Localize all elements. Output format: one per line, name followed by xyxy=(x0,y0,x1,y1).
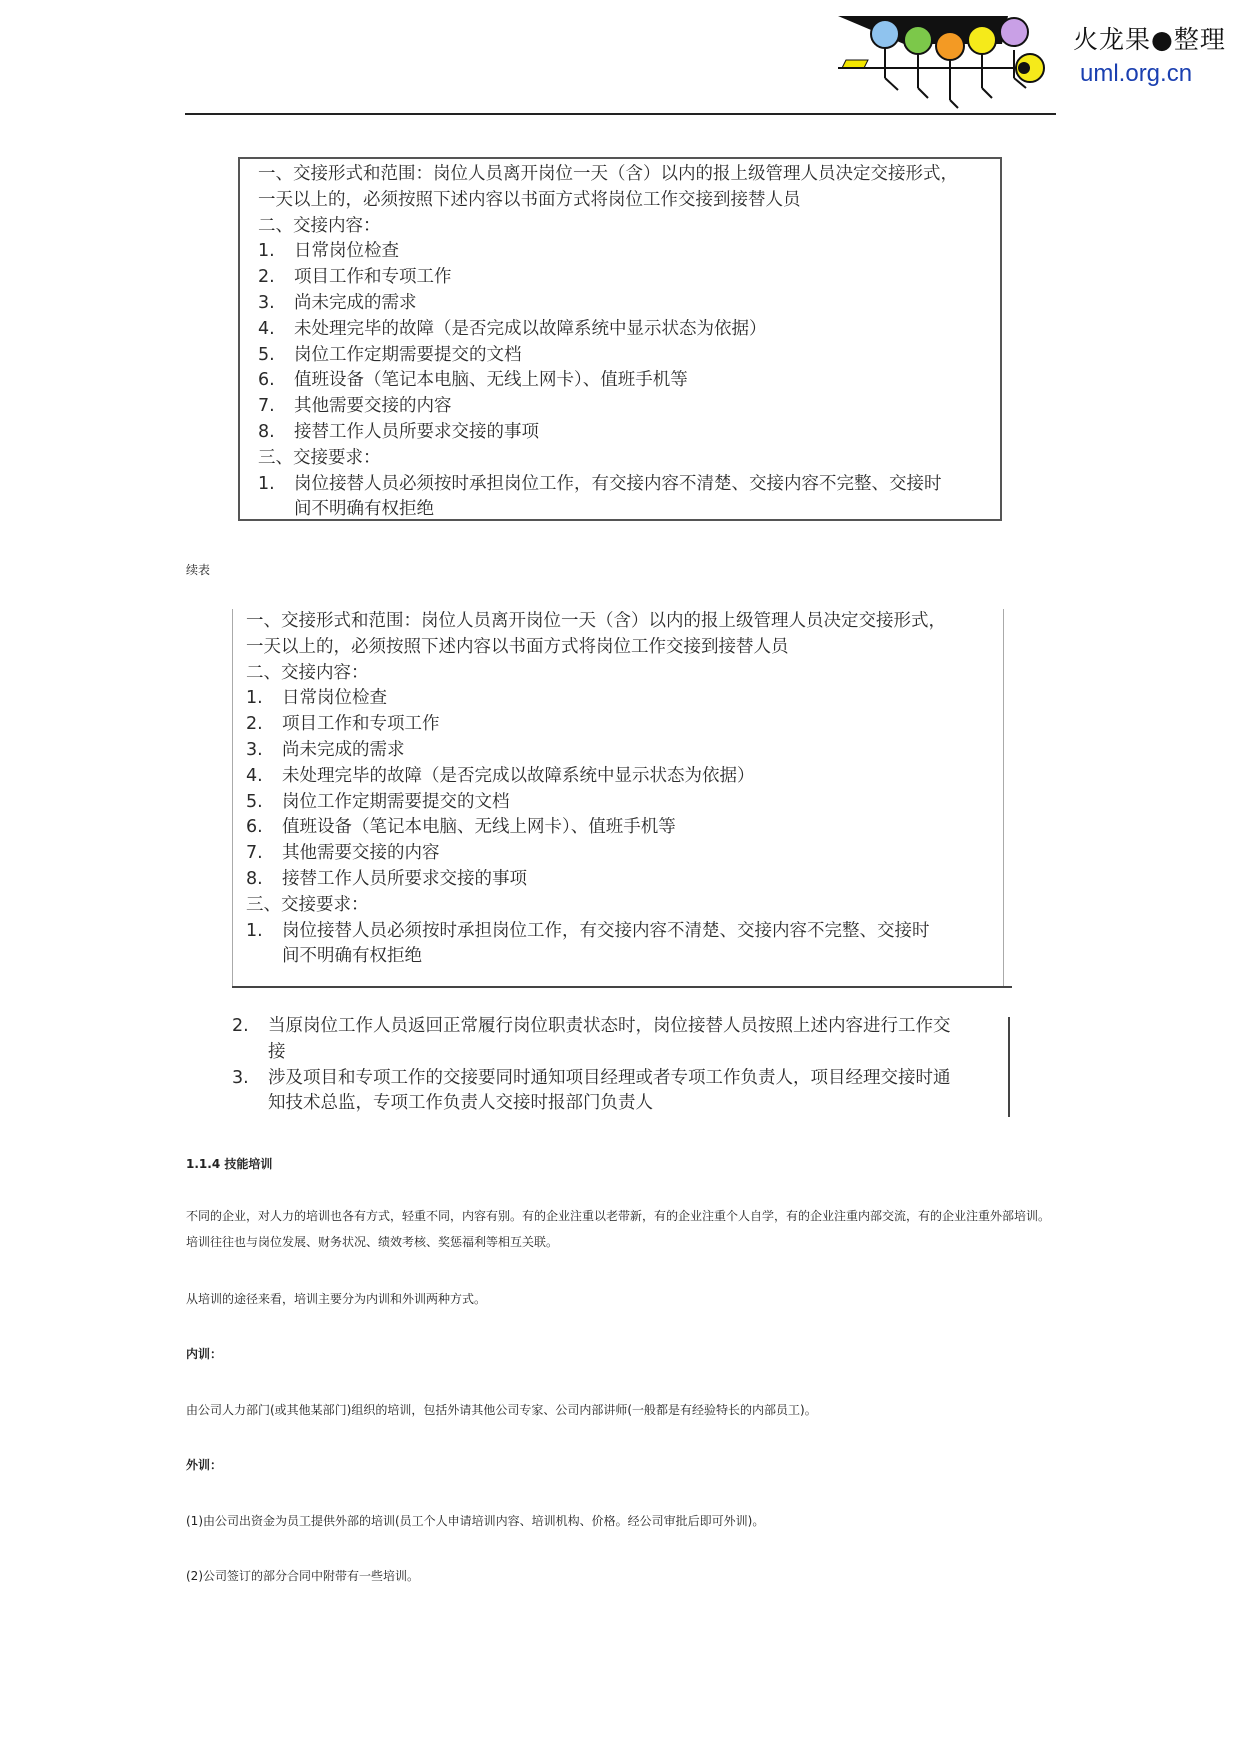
row-number: 1. xyxy=(258,241,275,262)
table-row xyxy=(258,162,1000,188)
row-text: 接 xyxy=(268,1041,286,1062)
row-text: 未处理完毕的故障（是否完成以故障系统中显示状态为依据） xyxy=(294,318,767,339)
row-text: 岗位工作定期需要提交的文档 xyxy=(294,344,522,365)
row-number: 2. xyxy=(232,1016,249,1036)
table-row xyxy=(258,394,1000,420)
row-number: 2. xyxy=(246,714,263,735)
row-text: 一天以上的，必须按照下述内容以书面方式将岗位工作交接到接替人员 xyxy=(258,189,801,210)
row-text: 二、交接内容： xyxy=(258,215,381,236)
row-text: 尚未完成的需求 xyxy=(294,292,417,313)
table-row xyxy=(258,446,1000,472)
row-number: 6. xyxy=(246,817,263,838)
table-row xyxy=(258,188,1000,214)
table-row xyxy=(258,214,1000,240)
table-row xyxy=(258,291,1000,317)
row-text: 一天以上的，必须按照下述内容以书面方式将岗位工作交接到接替人员 xyxy=(246,636,789,657)
table-row xyxy=(246,815,1026,841)
row-number: 1. xyxy=(246,920,263,941)
row-text: 接替工作人员所要求交接的事项 xyxy=(294,421,539,442)
row-number: 1. xyxy=(246,688,263,709)
table-row xyxy=(232,1040,1012,1066)
external-training-label: 外训： xyxy=(186,1458,223,1472)
row-text: 值班设备（笔记本电脑、无线上网卡）、值班手机等 xyxy=(294,370,688,391)
table-row xyxy=(246,712,1026,738)
paragraph: 不同的企业，对人力的培训也各有方式，轻重不同，内容有别。有的企业注重以老带新，有的企业注重个人自学，有的企业注重内部交流，有的企业注重外部培训。培训往往也与岗位发展、财务状况、绩效考核、奖惩福利等相互关联。 xyxy=(186,1209,1051,1249)
row-text: 一、交接形式和范围：岗位人员离开岗位一天（含）以内的报上级管理人员决定交接形式， xyxy=(246,611,946,631)
row-text: 项目工作和专项工作 xyxy=(282,714,440,735)
handover-table-extra-rows-image xyxy=(232,1014,1012,1117)
row-number: 3. xyxy=(258,292,275,313)
row-text: 一、交接形式和范围：岗位人员离开岗位一天（含）以内的报上级管理人员决定交接形式， xyxy=(258,164,958,184)
table-row xyxy=(246,790,1026,816)
row-text: 间不明确有权拒绝 xyxy=(294,499,434,520)
section-heading: 1.1.4 技能培训 xyxy=(186,1157,273,1171)
table-row xyxy=(246,635,1026,661)
row-number: 6. xyxy=(258,370,275,391)
row-text: 涉及项目和专项工作的交接要同时通知项目经理或者专项工作负责人，项目经理交接时通 xyxy=(268,1067,951,1088)
table-border-bottom xyxy=(232,986,1012,988)
row-number: 5. xyxy=(246,791,263,812)
row-text: 日常岗位检查 xyxy=(282,688,387,709)
row-number: 8. xyxy=(246,868,263,889)
row-text: 尚未完成的需求 xyxy=(282,739,405,760)
table-row xyxy=(246,609,1026,635)
row-text: 值班设备（笔记本电脑、无线上网卡）、值班手机等 xyxy=(282,817,676,838)
row-text: 岗位接替人员必须按时承担岗位工作，有交接内容不清楚、交接内容不完整、交接时 xyxy=(294,473,942,494)
row-number: 3. xyxy=(232,1067,249,1088)
table-row xyxy=(232,1091,1012,1117)
header-rule xyxy=(185,113,1056,115)
row-text: 接替工作人员所要求交接的事项 xyxy=(282,868,527,889)
row-number: 1. xyxy=(258,473,275,494)
table-row xyxy=(258,343,1000,369)
table-row xyxy=(258,497,1000,523)
row-text: 其他需要交接的内容 xyxy=(294,396,452,417)
brand-name: 火龙果●整理 xyxy=(1073,25,1226,54)
table-row xyxy=(246,893,1026,919)
paragraph: 从培训的途径来看，培训主要分为内训和外训两种方式。 xyxy=(186,1292,487,1306)
table-row xyxy=(246,661,1026,687)
table-row xyxy=(232,1066,1012,1092)
row-number: 5. xyxy=(258,344,275,365)
table-row xyxy=(246,944,1026,970)
logo-graphic xyxy=(834,10,1060,110)
internal-training-label: 内训： xyxy=(186,1347,223,1361)
table-row xyxy=(246,841,1026,867)
table-row xyxy=(258,368,1000,394)
table-row xyxy=(246,764,1026,790)
row-text: 其他需要交接的内容 xyxy=(282,843,440,864)
handover-table-image xyxy=(238,157,1002,521)
paragraph: 由公司人力部门(或其他某部门)组织的培训，包括外请其他公司专家、公司内部讲师(一般都是有经验特长的内部员工)。 xyxy=(186,1403,817,1417)
paragraph: (1)由公司出资金为员工提供外部的培训(员工个人申请培训内容、培训机构、价格。经公司审批后即可外训)。 xyxy=(186,1514,765,1528)
row-text: 日常岗位检查 xyxy=(294,241,399,262)
row-number: 7. xyxy=(246,843,263,864)
handover-table-continued-image xyxy=(232,609,1026,970)
paragraph: (2)公司签订的部分合同中附带有一些培训。 xyxy=(186,1569,419,1583)
row-number: 2. xyxy=(258,267,275,288)
row-text: 三、交接要求： xyxy=(246,894,369,915)
row-text: 间不明确有权拒绝 xyxy=(282,946,422,967)
row-text: 知技术总监，专项工作负责人交接时报部门负责人 xyxy=(268,1093,653,1114)
table-border-right xyxy=(1008,1017,1010,1117)
table-row xyxy=(246,867,1026,893)
row-text: 当原岗位工作人员返回正常履行岗位职责状态时，岗位接替人员按照上述内容进行工作交 xyxy=(268,1016,951,1036)
table-row xyxy=(258,472,1000,498)
row-number: 4. xyxy=(258,318,275,339)
row-number: 7. xyxy=(258,396,275,417)
row-text: 三、交接要求： xyxy=(258,447,381,468)
table-row xyxy=(232,1014,1012,1040)
table-row xyxy=(246,738,1026,764)
brand-url: uml.org.cn xyxy=(1080,60,1193,87)
row-text: 二、交接内容： xyxy=(246,662,369,683)
row-number: 4. xyxy=(246,765,263,786)
table-row xyxy=(246,919,1026,945)
table-row xyxy=(258,239,1000,265)
row-text: 未处理完毕的故障（是否完成以故障系统中显示状态为依据） xyxy=(282,765,755,786)
row-text: 岗位接替人员必须按时承担岗位工作，有交接内容不清楚、交接内容不完整、交接时 xyxy=(282,920,930,941)
table-row xyxy=(258,420,1000,446)
row-text: 项目工作和专项工作 xyxy=(294,267,452,288)
row-number: 3. xyxy=(246,739,263,760)
table-row xyxy=(258,317,1000,343)
table-row xyxy=(246,686,1026,712)
row-text: 岗位工作定期需要提交的文档 xyxy=(282,791,510,812)
table-row xyxy=(258,265,1000,291)
table-continued-caption: 续表 xyxy=(186,563,211,577)
row-number: 8. xyxy=(258,421,275,442)
